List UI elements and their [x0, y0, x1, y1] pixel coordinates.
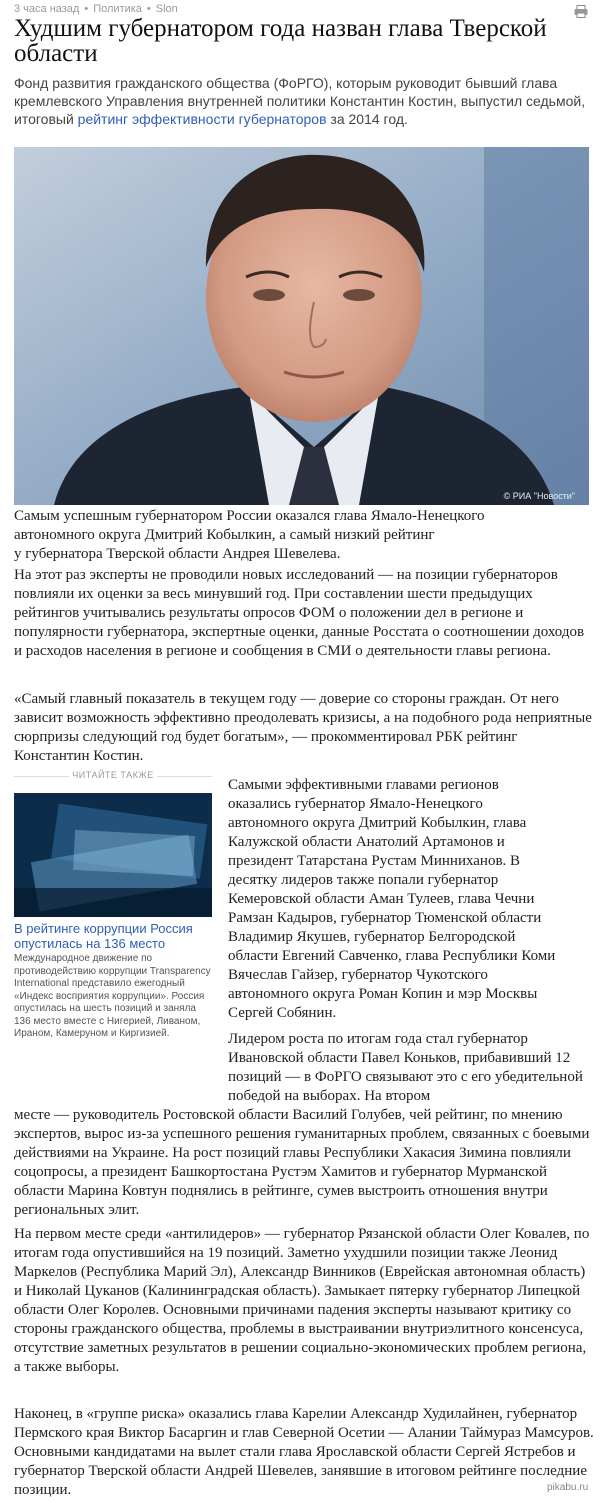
paragraph-2: На этот раз эксперты не проводили новых исследований — на позиции губернаторов повлияли их оценки за весь минувший год. При составлении шести предыдущих рейтингов учитывались результаты опросов ФОМ о положении дел в регионе и популярности губернатора, экспертные оценки, данные Росстата о соотношении доходов и расходов населения в регионе и сообщения в СМИ о деятельности главы региона.	[14, 567, 585, 659]
article-title: Худшим губернатором года назван глава Тверской области	[14, 15, 547, 67]
meta-source[interactable]: Slon	[155, 3, 178, 15]
meta-time: 3 часа назад	[14, 3, 80, 15]
site-watermark: pikabu.ru	[547, 1482, 589, 1493]
read-also-summary: Международное движение по противодействию коррупции Transparency International представило ежегодный «Индекс восприятия коррупции». Россия опустилась на шесть позиций и заняла 136 место вместе с Нигерией, Ливаном, Ираном, Камеруном и Киргизией.	[14, 953, 211, 1039]
article-meta: 3 часа назад • Политика • Slon	[14, 3, 178, 15]
paragraph-6: На первом месте среди «антилидеров» — губернатор Рязанской области Олег Ковалев, по итогам года опустившийся на 19 позиций. Заметно ухудшили позиции также Леонид Маркелов (Республика Марий Эл), Александр Винников (Еврейская автономная область) и Николай Цуканов (Калининградская область). Замыкает пятерку губернатор Липецкой области Олег Королев. Основными причинами падения эксперты называют критику со стороны гражданского общества, проблемы в выстраивании внутриэлитного консенсуса, отсутствие заметных результатов в решении социально-экономических проблем региона, а также выборы.	[14, 1226, 590, 1375]
read-also-heading: ЧИТАЙТЕ ТАКЖЕ	[14, 770, 212, 780]
meta-category[interactable]: Политика	[93, 3, 142, 15]
read-also-link[interactable]: В рейтинге коррупции Россия опустилась на 136 место	[14, 921, 193, 951]
article-photo	[14, 147, 589, 505]
article-lead: Фонд развития гражданского общества (ФоРГО), которым руководит бывший глава кремлевского Управления внутренней политики Константин Костин, выпустил седьмой, итоговый рейтинг эффективности губернаторов за 2014 год.	[14, 75, 586, 127]
photo-caption: © РИА "Новости"	[503, 491, 575, 501]
paragraph-3-quote: «Самый главный показатель в текущем году — доверие со стороны граждан. От него зависит возможность эффективно преодолевать кризисы, а на подобного рода неприятные сюрпризы следующий год будет богатым», — прокомментировал РБК рейтинг Константин Костин.	[14, 691, 592, 764]
paragraph-5: Лидером роста по итогам года стал губернатор Ивановской области Павел Коньков, прибавивший 12 позиций — в ФоРГО связывают это с его убедительной победой на выборах. На втором месте — руководитель Ростовской области Василий Голубев, чей рейтинг, по мнению экспертов, вырос из-за успешного решения гуманитарных проблем, связанных с боевыми действиями на Украине. На рост позиций главы Республики Хакасия Зимина повлияли соцопросы, а президент Башкортостана Рустэм Хамитов и губернатор Мурманской области Марина Ковтун поднялись в рейтинге, сумев выстроить отношения внутри региональных элит.	[14, 1031, 590, 1218]
rating-link[interactable]: рейтинг эффективности губернаторов	[77, 111, 327, 127]
paragraph-7: Наконец, в «группе риска» оказались глава Карелии Александр Худилайнен, губернатор Пермского края Виктор Басаргин и глав Северной Осетии — Алании Таймураз Мамсуров. Основными кандидатами на вылет стали глава Ярославской области Сергей Ястребов и губернатор Тверской области Андрей Шевелев, занявшие в итоговом рейтинге последние позиции.	[14, 1406, 594, 1498]
paragraph-1: Самым успешным губернатором России оказался глава Ямало-Ненецкого автономного округа Дмитрий Кобылкин, а самый низкий рейтинг у губернатора Тверской области Андрея Шевелева.	[14, 507, 594, 545]
paragraph-1-clipped-line: у губернатора Тверской области Андрея Шевелева.	[14, 546, 341, 562]
paragraph-4: Самыми эффективными главами регионов оказались губернатор Ямало-Ненецкого автономного округа Дмитрий Кобылкин, глава Калужской области Анатолий Артамонов и президент Татарстана Рустам Минниханов. В десятку лидеров также попали губернатор Кемеровской области Аман Тулеев, глава Чечни Рамзан Кадыров, губернатор Тюменской области Владимир Якушев, губернатор Белгородской области Евгений Савченко, глава Республики Коми Вячеслав Гайзер, губернатор Чукотского автономного округа Роман Копин и мэр Москвы Сергей Собянин.	[228, 777, 556, 1021]
read-also-image[interactable]	[14, 793, 212, 917]
